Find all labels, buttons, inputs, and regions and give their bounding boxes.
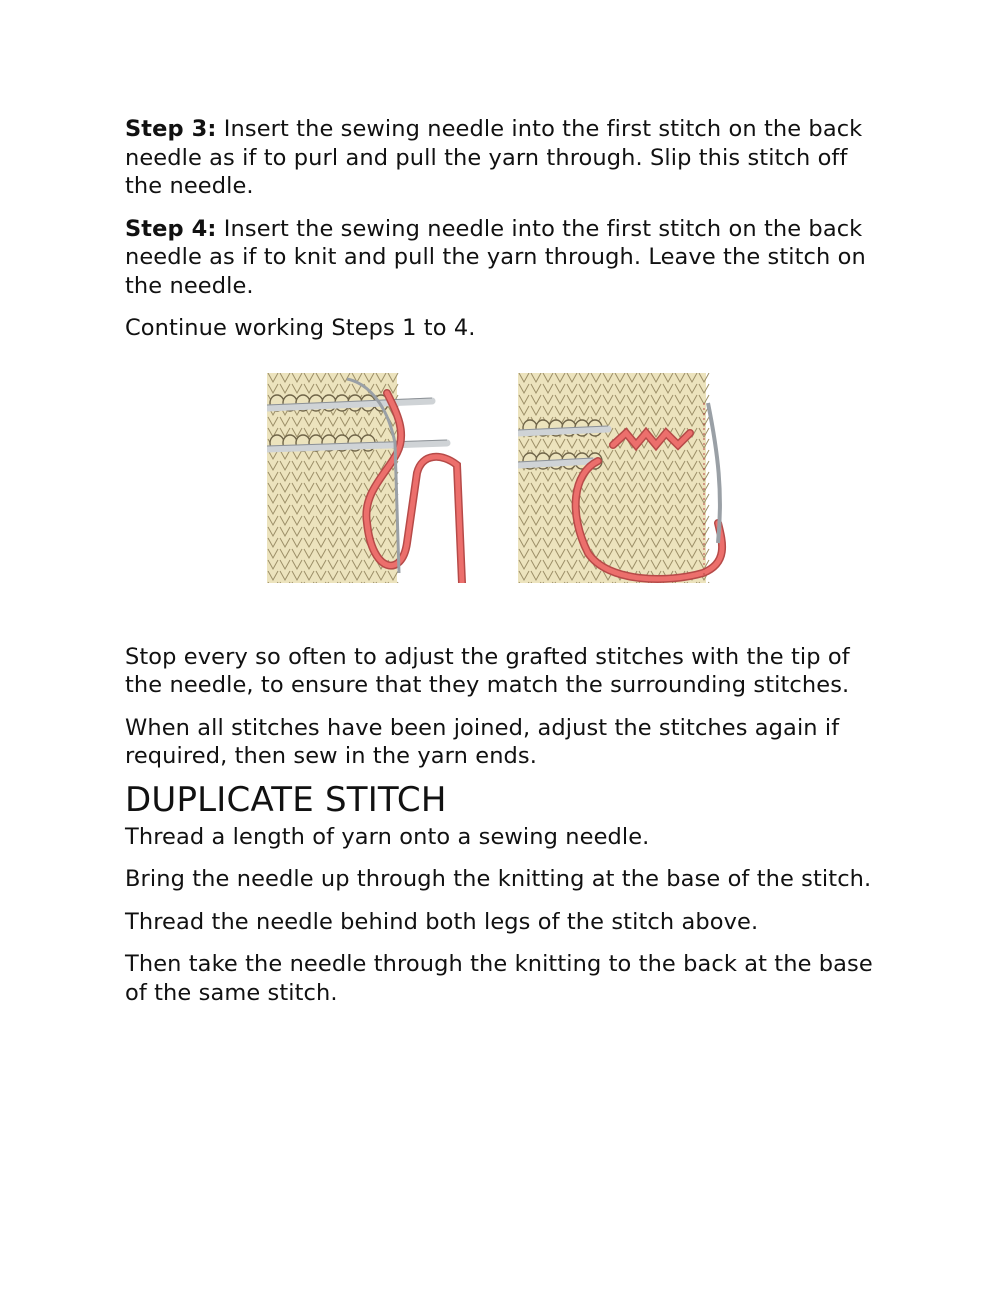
step-3-text: Insert the sewing needle into the first stitch on the back needle as if to purl and pull the yarn through. Slip this stitch off the needle. — [125, 116, 863, 199]
joined-paragraph: When all stitches have been joined, adjust the stitches again if required, then sew in the yarn ends. — [125, 714, 840, 769]
document-page — [125, 115, 885, 1007]
continue-paragraph: Continue working Steps 1 to 4. — [125, 315, 476, 341]
step-3-paragraph — [125, 115, 885, 201]
grafting-knit-step-illustration — [518, 373, 730, 583]
section-heading: DUPLICATE STITCH — [125, 779, 447, 820]
step-4-text: Insert the sewing needle into the first stitch on the back needle as if to knit and pull the yarn through. Leave the stitch on the needle. — [125, 215, 866, 299]
step-3-label: Step 3: — [125, 116, 217, 142]
grafting-purl-step-illustration — [267, 373, 479, 583]
step-4-paragraph — [125, 215, 885, 301]
duplicate-step-4: Then take the needle through the knitting to the back at the base of the same stitch. — [125, 951, 873, 1006]
illustrations — [125, 357, 885, 627]
duplicate-step-2: Bring the needle up through the knitting at the base of the stitch. — [125, 866, 872, 892]
duplicate-step-3: Thread the needle behind both legs of the stitch above. — [125, 908, 759, 935]
duplicate-step-1: Thread a length of yarn onto a sewing needle. — [125, 823, 650, 850]
adjust-paragraph: Stop every so often to adjust the grafted stitches with the tip of the needle, to ensure that they match the surrounding stitches. — [125, 643, 850, 698]
sewing-needle — [708, 403, 720, 543]
step-4-label: Step 4: — [125, 215, 217, 242]
